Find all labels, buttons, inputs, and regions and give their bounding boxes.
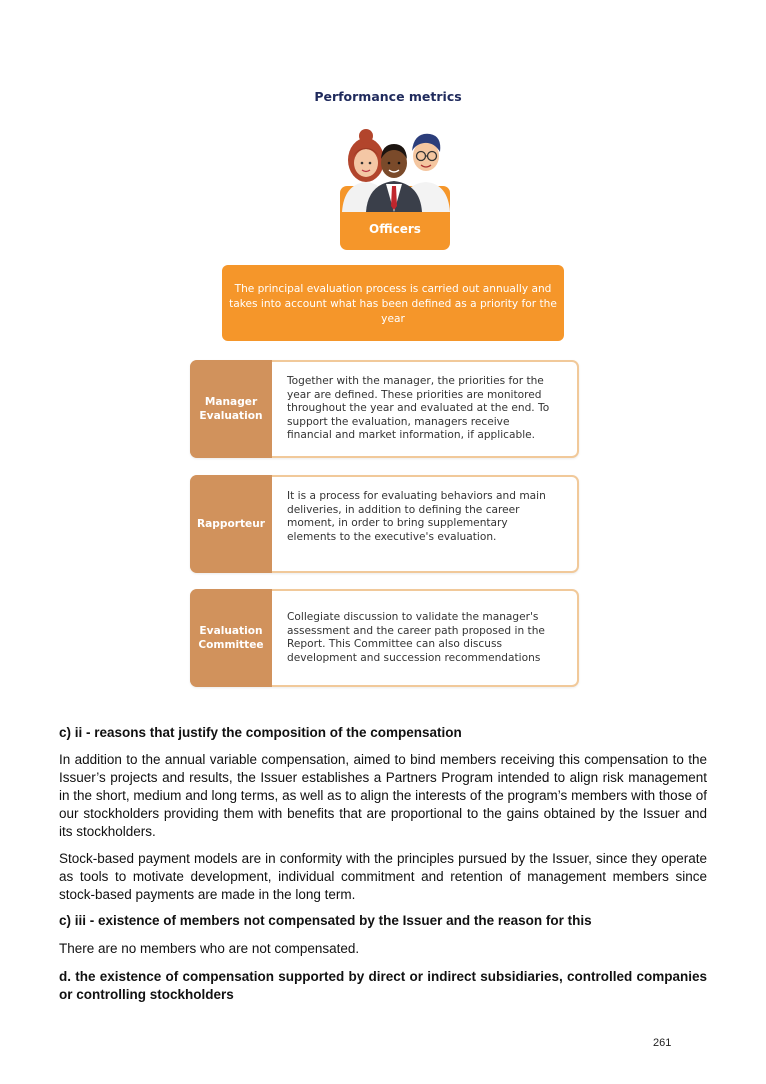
evaluation-committee-card <box>190 589 579 687</box>
paragraph-partners-program: In addition to the annual variable compensation, aimed to bind members receiving this compensation to the Issuer’s projects and results, the Issuer establishes a Partners Program intended to align risk management in the short, medium and long terms, as well as to align the interests of the program’s members with those of our stockholders providing them with benefits that are proportional to the gains obtained by the Issuer and its stockholders. <box>59 752 707 839</box>
card-text: It is a process for evaluating behaviors and main deliveries, in addition to defining the career moment, in order to bring supplementary elements to the executive's evaluation. <box>287 490 546 543</box>
card-text: Together with the manager, the priorities for the year are defined. These priorities are monitored throughout the year and evaluated at the end. To support the evaluation, managers receive financial and market information, if applicable. <box>287 375 550 442</box>
manager-evaluation-card <box>190 360 579 458</box>
figure-title: Performance metrics <box>314 89 462 104</box>
paragraph-no-uncompensated-members: There are no members who are not compensated. <box>59 941 360 956</box>
heading-d: d. the existence of compensation supported by direct or indirect subsidiaries, controlled companies or controlling stockholders <box>59 969 707 1002</box>
card-label: Manager Evaluation <box>190 360 272 458</box>
card-label: Evaluation Committee <box>190 589 272 687</box>
officers-people-illustration <box>336 126 452 212</box>
page-number: 261 <box>653 1037 672 1049</box>
paragraph-stock-based-payment: Stock-based payment models are in conformity with the principles pursued by the Issuer, since they operate as tools to motivate development, individual commitment and retention of management members since stock-based payments are made in the long term. <box>59 851 707 902</box>
card-text: Collegiate discussion to validate the manager's assessment and the career path proposed in the Report. This Committee can also discuss development and succession recommendations <box>287 611 545 664</box>
officers-label: Officers <box>369 222 421 236</box>
heading-c-ii: c) ii - reasons that justify the composition of the compensation <box>59 725 462 740</box>
rapporteur-card <box>190 475 579 573</box>
card-label: Rapporteur <box>190 475 272 573</box>
heading-c-iii: c) iii - existence of members not compensated by the Issuer and the reason for this <box>59 913 592 928</box>
principal-evaluation-box: The principal evaluation process is carried out annually and takes into account what has been defined as a priority for the year <box>222 265 564 341</box>
